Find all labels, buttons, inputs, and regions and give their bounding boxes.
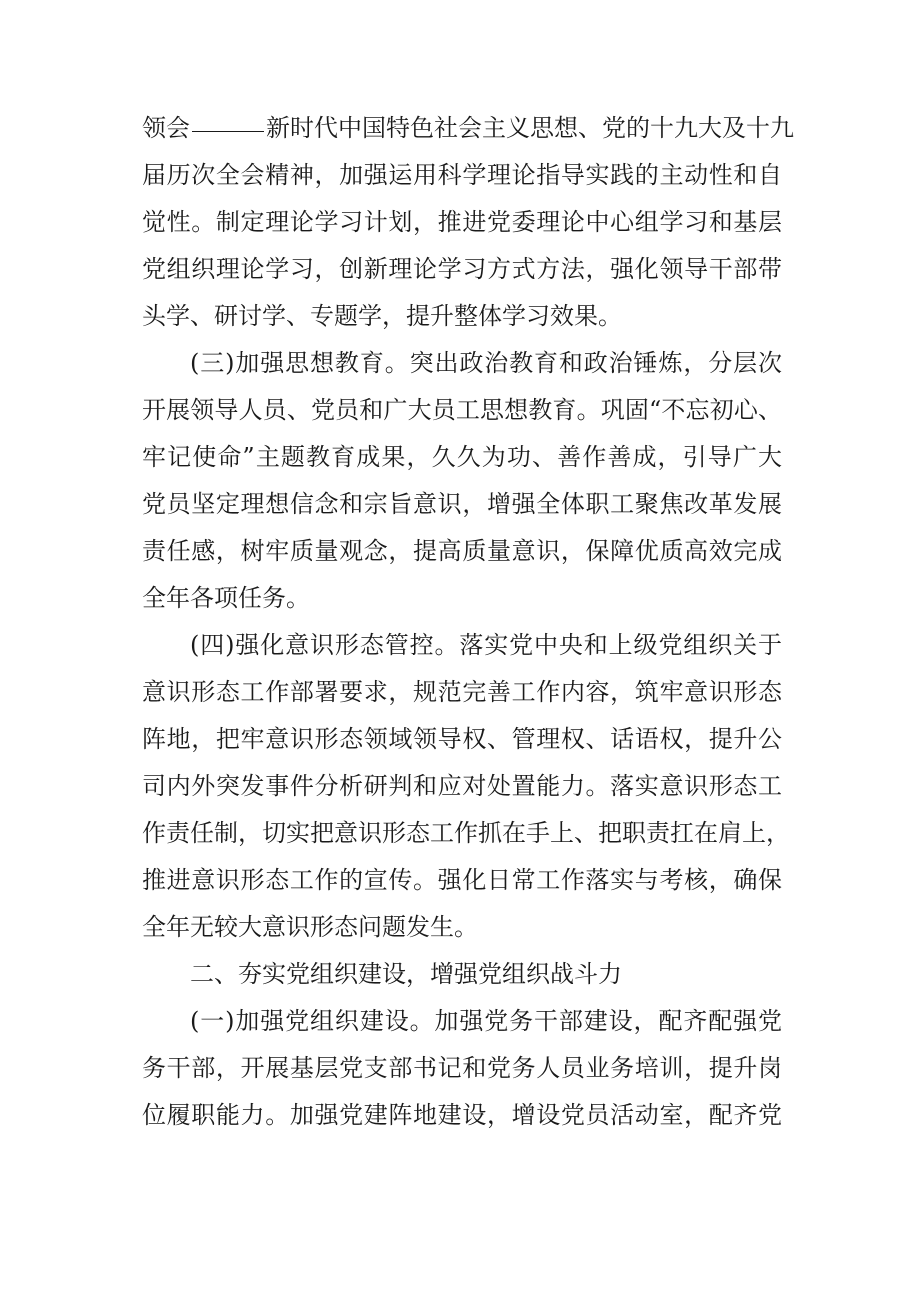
text-line: 意识形态工作部署要求，规范完善工作内容，筑牢意识形态 xyxy=(142,678,782,706)
text-line: (三)加强思想教育。突出政治教育和政治锤炼，分层次 xyxy=(190,349,782,377)
text-line: 责任感，树牢质量观念，提高质量意识，保障优质高效完成 xyxy=(142,537,782,565)
text-line: 全年无较大意识形态问题发生。 xyxy=(142,913,478,941)
section-heading xyxy=(142,951,782,998)
text-line: 二、夯实党组织建设，增强党组织战斗力 xyxy=(190,960,622,988)
text-line: 司内外突发事件分析研判和应对处置能力。落实意识形态工 xyxy=(142,772,782,800)
text-line: 牢记使命”主题教育成果，久久为功、善作善成，引导广大 xyxy=(142,443,782,471)
text-line: 作责任制，切实把意识形态工作抓在手上、把职责扛在肩上， xyxy=(142,819,790,847)
text-line: 开展领导人员、党员和广大员工思想教育。巩固“不忘初心、 xyxy=(142,396,782,424)
text-line: 位履职能力。加强党建阵地建设，增设党员活动室，配齐党 xyxy=(142,1101,782,1129)
text-line: (四)强化意识形态管控。落实党中央和上级党组织关于 xyxy=(190,631,782,659)
text-line: 党员坚定理想信念和宗旨意识，增强全体职工聚焦改革发展 xyxy=(142,490,782,518)
text-line: 领会 新时代中国特色社会主义思想、党的十九大及十九 xyxy=(142,114,794,142)
text-line: (一)加强党组织建设。加强党务干部建设，配齐配强党 xyxy=(190,1007,782,1035)
text-line: 党组织理论学习，创新理论学习方式方法，强化领导干部带 xyxy=(142,255,782,283)
text-line: 阵地，把牢意识形态领域领导权、管理权、话语权，提升公 xyxy=(142,725,782,753)
paragraph-ideology-control xyxy=(142,622,790,951)
paragraph-organization-building xyxy=(142,998,782,1139)
paragraph-study-theory xyxy=(142,105,794,340)
text-line: 届历次全会精神，加强运用科学理论指导实践的主动性和自 xyxy=(142,161,782,189)
fill-in-blank xyxy=(192,130,264,132)
document-body xyxy=(142,105,794,1139)
text-line: 务干部，开展基层党支部书记和党务人员业务培训，提升岗 xyxy=(142,1054,782,1082)
text-line: 推进意识形态工作的宣传。强化日常工作落实与考核，确保 xyxy=(142,866,782,894)
text-line: 觉性。制定理论学习计划，推进党委理论中心组学习和基层 xyxy=(142,208,782,236)
text-line: 头学、研讨学、专题学，提升整体学习效果。 xyxy=(142,302,622,330)
paragraph-ideological-education xyxy=(142,340,782,622)
text-line: 全年各项任务。 xyxy=(142,584,310,612)
